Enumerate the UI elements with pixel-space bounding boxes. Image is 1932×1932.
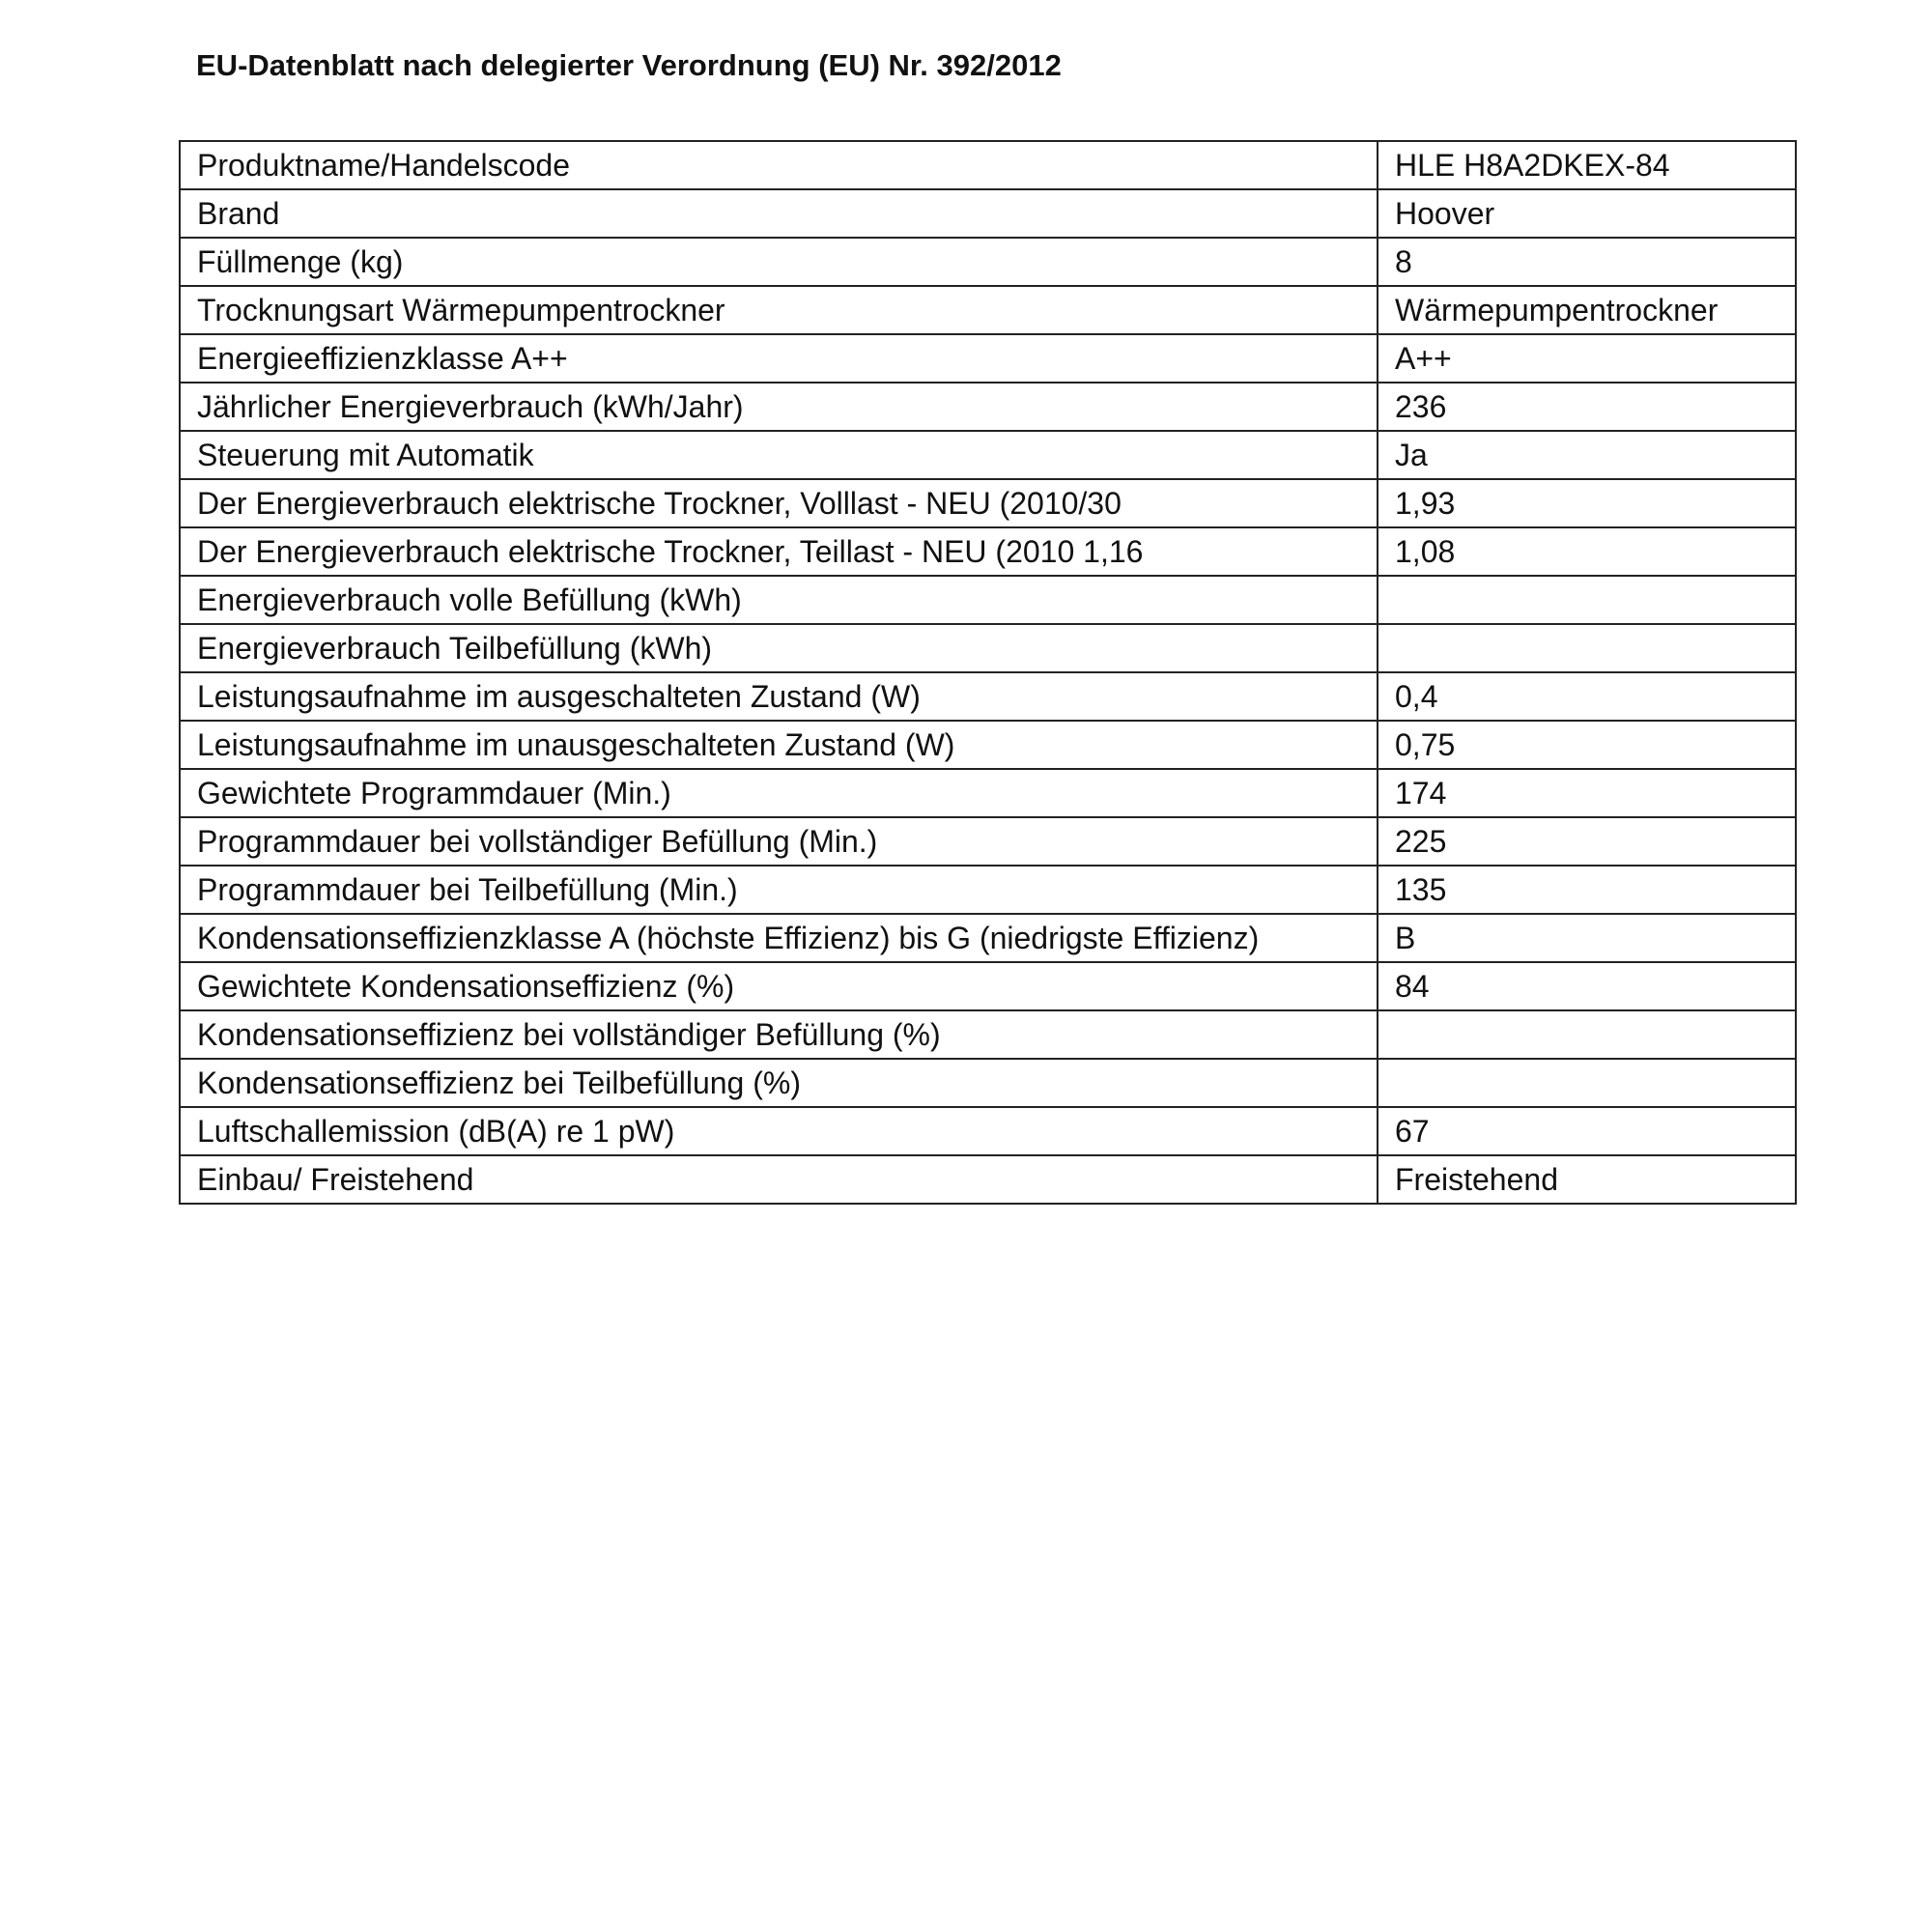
row-value: Wärmepumpentrockner — [1378, 286, 1796, 334]
table-row — [180, 334, 1796, 383]
row-label: Gewichtete Kondensationseffizienz (%) — [180, 962, 1378, 1010]
row-label: Produktname/Handelscode — [180, 141, 1378, 189]
table-row — [180, 817, 1796, 866]
table-row — [180, 1059, 1796, 1107]
row-value — [1378, 1059, 1796, 1107]
row-value: Hoover — [1378, 189, 1796, 238]
row-value: HLE H8A2DKEX-84 — [1378, 141, 1796, 189]
row-value: 225 — [1378, 817, 1796, 866]
row-label: Der Energieverbrauch elektrische Trockner, Volllast - NEU (2010/30 — [180, 479, 1378, 527]
table-row — [180, 141, 1796, 189]
row-label: Energieeffizienzklasse A++ — [180, 334, 1378, 383]
row-value: 0,4 — [1378, 672, 1796, 721]
row-value: Freistehend — [1378, 1155, 1796, 1204]
table-row — [180, 576, 1796, 624]
table-row — [180, 624, 1796, 672]
row-label: Brand — [180, 189, 1378, 238]
row-label: Leistungsaufnahme im unausgeschalteten Zustand (W) — [180, 721, 1378, 769]
row-label: Programmdauer bei vollständiger Befüllung (Min.) — [180, 817, 1378, 866]
row-label: Kondensationseffizienz bei vollständiger Befüllung (%) — [180, 1010, 1378, 1059]
row-label: Energieverbrauch Teilbefüllung (kWh) — [180, 624, 1378, 672]
row-value: A++ — [1378, 334, 1796, 383]
table-row — [180, 914, 1796, 962]
row-label: Luftschallemission (dB(A) re 1 pW) — [180, 1107, 1378, 1155]
table-row — [180, 527, 1796, 576]
row-label: Einbau/ Freistehend — [180, 1155, 1378, 1204]
row-label: Gewichtete Programmdauer (Min.) — [180, 769, 1378, 817]
row-label: Füllmenge (kg) — [180, 238, 1378, 286]
row-label: Steuerung mit Automatik — [180, 431, 1378, 479]
row-value: 1,08 — [1378, 527, 1796, 576]
table-row — [180, 479, 1796, 527]
row-value: 8 — [1378, 238, 1796, 286]
row-label: Jährlicher Energieverbrauch (kWh/Jahr) — [180, 383, 1378, 431]
table-row — [180, 238, 1796, 286]
row-value: 135 — [1378, 866, 1796, 914]
table-row — [180, 1107, 1796, 1155]
table-row — [180, 383, 1796, 431]
table-row — [180, 1010, 1796, 1059]
row-label: Der Energieverbrauch elektrische Trockner, Teillast - NEU (2010 1,16 — [180, 527, 1378, 576]
row-label: Trocknungsart Wärmepumpentrockner — [180, 286, 1378, 334]
row-value: 174 — [1378, 769, 1796, 817]
table-row — [180, 286, 1796, 334]
row-label: Kondensationseffizienzklasse A (höchste Effizienz) bis G (niedrigste Effizienz) — [180, 914, 1378, 962]
table-row — [180, 866, 1796, 914]
page-title: EU-Datenblatt nach delegierter Verordnung (EU) Nr. 392/2012 — [196, 48, 1062, 82]
row-label: Programmdauer bei Teilbefüllung (Min.) — [180, 866, 1378, 914]
row-label: Energieverbrauch volle Befüllung (kWh) — [180, 576, 1378, 624]
table-row — [180, 769, 1796, 817]
row-value — [1378, 576, 1796, 624]
datasheet-table — [179, 140, 1797, 1205]
datasheet-table-body — [180, 141, 1796, 1204]
row-value: 236 — [1378, 383, 1796, 431]
row-value: Ja — [1378, 431, 1796, 479]
row-value — [1378, 1010, 1796, 1059]
row-value: 0,75 — [1378, 721, 1796, 769]
table-row — [180, 721, 1796, 769]
table-row — [180, 962, 1796, 1010]
table-row — [180, 189, 1796, 238]
row-label: Leistungsaufnahme im ausgeschalteten Zustand (W) — [180, 672, 1378, 721]
table-row — [180, 1155, 1796, 1204]
row-value — [1378, 624, 1796, 672]
row-value: B — [1378, 914, 1796, 962]
row-label: Kondensationseffizienz bei Teilbefüllung (%) — [180, 1059, 1378, 1107]
row-value: 67 — [1378, 1107, 1796, 1155]
table-row — [180, 672, 1796, 721]
row-value: 1,93 — [1378, 479, 1796, 527]
table-row — [180, 431, 1796, 479]
row-value: 84 — [1378, 962, 1796, 1010]
